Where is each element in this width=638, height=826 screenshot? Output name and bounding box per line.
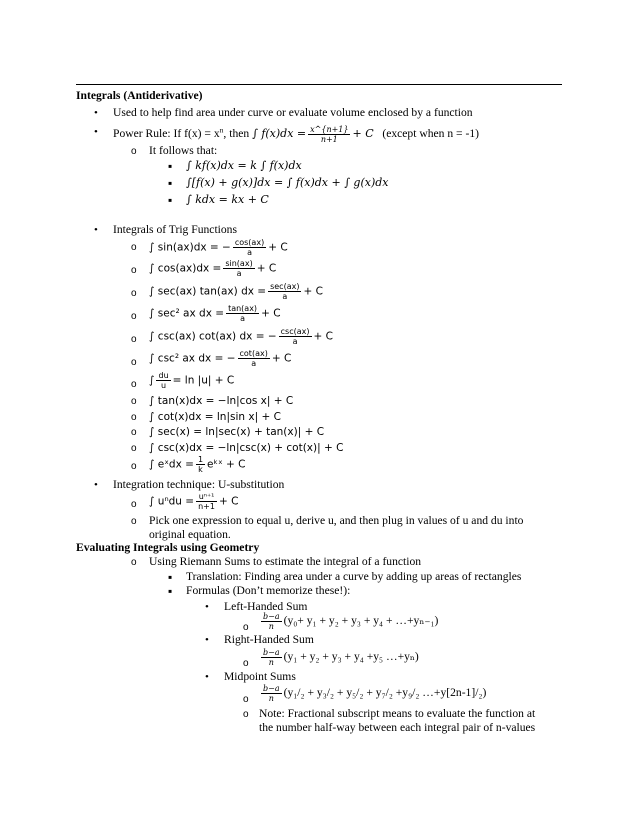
bullet	[94, 106, 98, 120]
bullet	[131, 355, 137, 370]
midpoint-note: the number half-way between each integral pair of n-values	[259, 721, 536, 734]
riemann-text: Using Riemann Sums to estimate the integral of a function	[149, 555, 422, 568]
follows-label: It follows that:	[149, 144, 218, 157]
trig-label: Integrals of Trig Functions	[113, 223, 237, 236]
trig-formula: ∫ csc² ax dx = − $\frac{\cot(ax)}{a}$ + C	[149, 349, 292, 368]
midpoint-formula: $\frac{b-a}{n}$ (y₁/₂ + y₃/₂ + y₅/₂ + y₇/₂ +y₉/₂ …+y[2n-1]/₂)	[263, 684, 487, 703]
bullet	[131, 514, 137, 529]
power-rule: Power Rule: If $f(x) = x^n$, then ∫ f(x)dx = $\frac{x\^{}\{n+1\}}{n+1}$ + C (except when n = -1)	[113, 125, 480, 144]
bullet	[131, 425, 137, 440]
bullet	[131, 410, 137, 425]
bullet	[168, 159, 172, 174]
bullet	[131, 377, 137, 392]
trig-formula: ∫ sin(ax)dx = − $\frac{\cos(ax)}{a}$ + C	[149, 238, 288, 257]
bullet	[131, 144, 137, 159]
trig-formula: ∫ cot(x)dx = ln|sin x| + C	[149, 411, 281, 423]
trig-formula: ∫ sec² ax dx = $\frac{\tan(ax)}{a}$ + C	[149, 304, 281, 323]
bullet	[131, 286, 137, 301]
usub-note: original equation.	[149, 528, 231, 541]
follows-item: ∫[f(x) + g(x)]dx = ∫ f(x)dx + ∫ g(x)dx	[186, 176, 389, 189]
bullet	[131, 309, 137, 324]
right-sum-formula: $\frac{b-a}{n}$ (y₁ + y₂ + y₃ + y₄ +y₅ …+yₙ)	[263, 648, 419, 667]
section-heading-geometry: Evaluating Integrals using Geometry	[76, 541, 260, 554]
trig-formula: ∫ eˣdx = $\frac{1}{k}$ eᵏˣ + C	[149, 455, 246, 474]
bullet	[94, 125, 98, 139]
bullet	[131, 459, 137, 474]
bullet	[168, 193, 172, 208]
bullet	[131, 394, 137, 409]
left-sum-label: Left-Handed Sum	[224, 600, 308, 613]
usub-label: Integration technique: U-substitution	[113, 478, 285, 491]
usub-formula: ∫ uⁿdu = $\frac{\text{uⁿ⁺¹}}{n+1}$ + C	[149, 492, 239, 511]
usub-note: Pick one expression to equal u, derive u, and then plug in values of u and du into	[149, 514, 524, 527]
intro-text: Used to help find area under curve or evaluate volume enclosed by a function	[113, 106, 473, 119]
trig-formula: ∫ tan(x)dx = −ln|cos x| + C	[149, 395, 294, 407]
bullet	[168, 584, 172, 599]
bullet	[94, 223, 98, 237]
bullet	[243, 707, 249, 722]
top-rule	[76, 84, 562, 85]
trig-formula: ∫ csc(x)dx = −ln|csc(x) + cot(x)| + C	[149, 442, 344, 454]
bullet	[205, 670, 209, 684]
bullet	[131, 263, 137, 278]
follows-item: ∫ kdx = kx + C	[186, 193, 269, 206]
left-sum-formula: $\frac{b-a}{n}$ (y₀+ y₁ + y₂ + y₃ + y₄ + …+yₙ₋₁)	[263, 612, 439, 631]
bullet	[243, 656, 249, 671]
midpoint-label: Midpoint Sums	[224, 670, 296, 683]
trig-formula: ∫ sec(ax) tan(ax) dx = sec(ax) a + C	[149, 282, 323, 301]
section-heading-integrals: Integrals (Antiderivative)	[76, 89, 203, 102]
bullet	[205, 600, 209, 614]
bullet	[131, 497, 137, 512]
trig-formula: ∫ cos(ax)dx = $\frac{\sin(ax)}{a}$ + C	[149, 259, 277, 278]
bullet	[94, 478, 98, 492]
bullet	[168, 176, 172, 191]
translation-text: Translation: Finding area under a curve by adding up areas of rectangles	[186, 570, 522, 583]
bullet	[131, 555, 137, 570]
bullet	[131, 332, 137, 347]
bullet	[168, 570, 172, 585]
bullet	[243, 692, 249, 707]
trig-formula: ∫ $\frac{du}{u}$ = ln |u| + C	[149, 371, 235, 390]
bullet	[131, 240, 137, 255]
trig-formula: ∫ sec(x) = ln|sec(x) + tan(x)| + C	[149, 426, 325, 438]
follows-item: ∫ kf(x)dx = k ∫ f(x)dx	[186, 159, 302, 172]
trig-formula: ∫ csc(ax) cot(ax) dx = − csc(ax) a + C	[149, 327, 333, 346]
right-sum-label: Right-Handed Sum	[224, 633, 314, 646]
bullet	[205, 633, 209, 647]
formulas-label: Formulas (Don’t memorize these!):	[186, 584, 351, 597]
midpoint-note: Note: Fractional subscript means to evaluate the function at	[259, 707, 536, 720]
bullet	[131, 441, 137, 456]
